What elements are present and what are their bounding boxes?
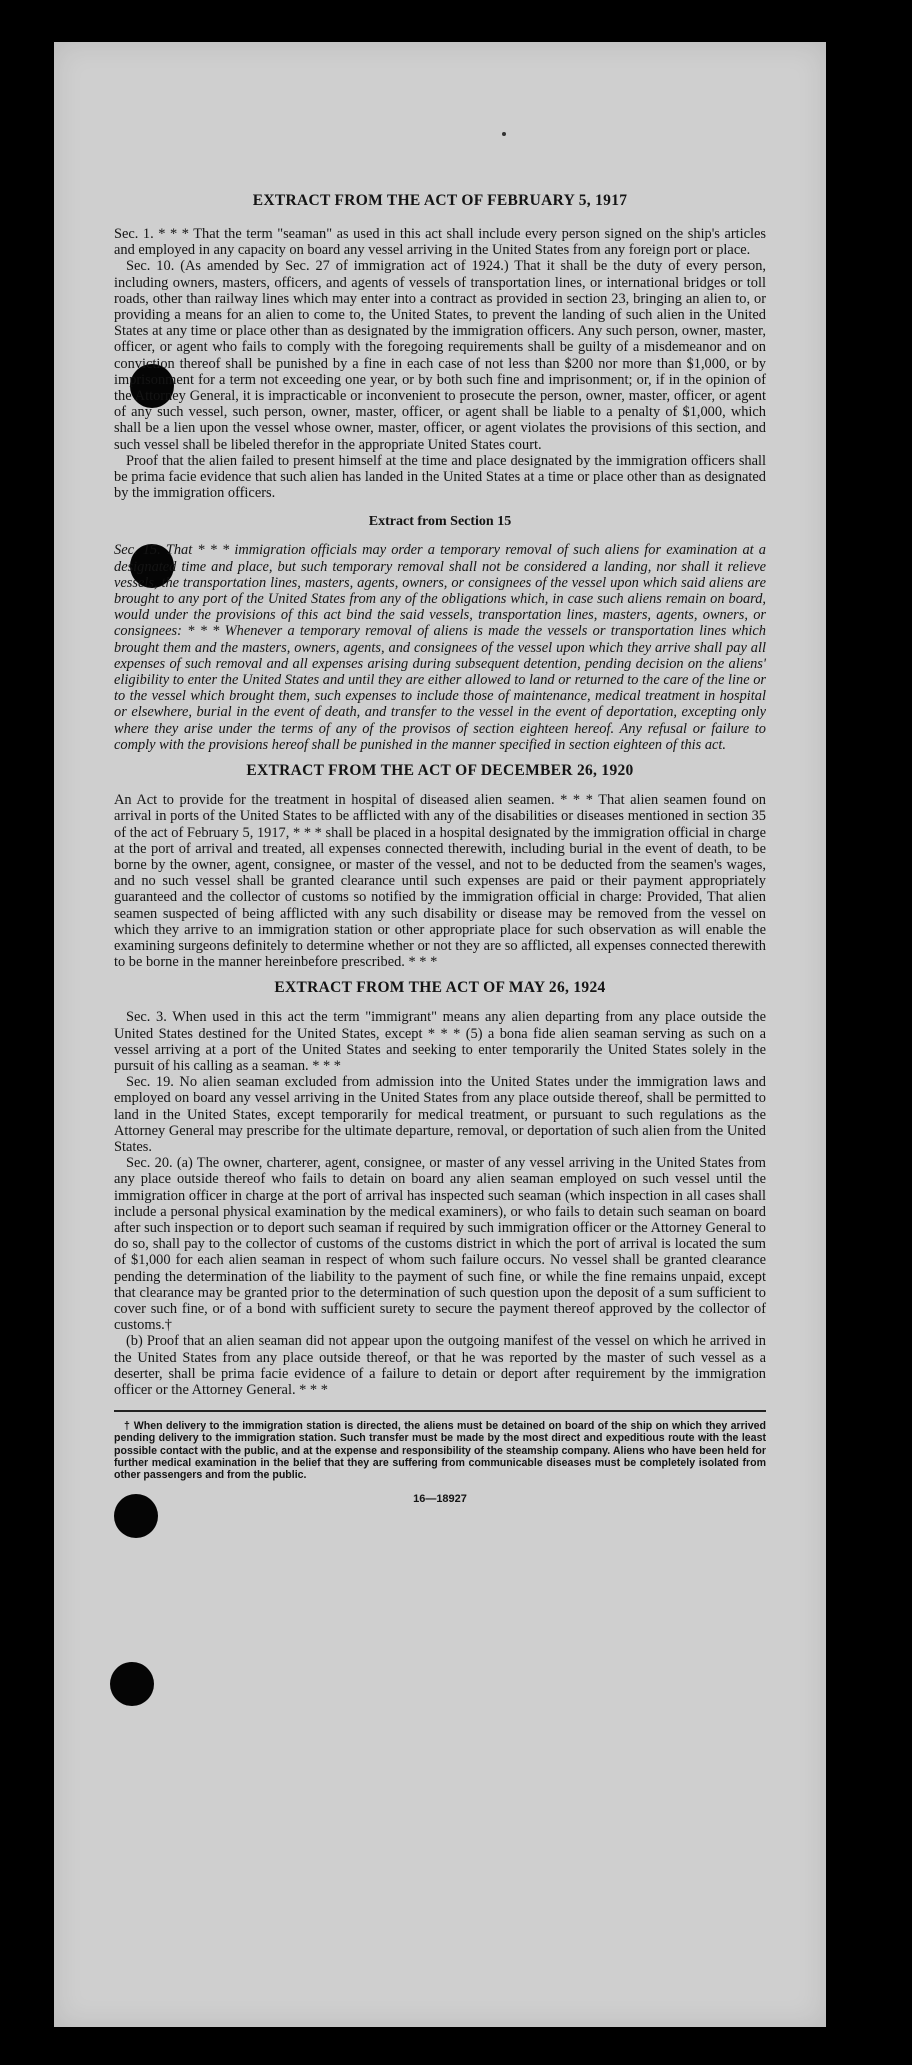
- heading-act-1920: EXTRACT FROM THE ACT OF DECEMBER 26, 1920: [246, 762, 634, 780]
- paragraph-sec-20a: Sec. 20. (a) The owner, charterer, agent, consignee, or master of any vessel arriving in the United States from any place outside thereof who fails to detain on board any alien seaman employed on such vessel until the immigration officer in charge at the port of arrival has inspected such seaman (which inspection in all cases shall include a personal physical examination by the medical examiners), or who fails to detain such seaman on board after such inspection or to deport such seaman if required by such immigration officer or the Attorney General to do so, shall pay to the collector of customs of the customs district in which the port of arrival is located the sum of $1,000 for each alien seaman in respect of whom such failure occurs. No vessel shall be granted clearance pending the determination of the liability to the payment of such fine, or while the fine remains unpaid, except that clearance may be granted prior to the determination of such question upon the deposit of a sum sufficient to cover such fine, or of a bond with sufficient surety to secure the payment thereof approved by the collector of customs.†: [114, 1155, 766, 1334]
- punch-hole: [110, 1662, 154, 1706]
- footnote-divider: [114, 1410, 766, 1412]
- paragraph-sec-15: Sec. 15. That * * * immigration officials may order a temporary removal of such aliens for examination at a designated time and place, but such temporary removal shall not be considered a landing, nor shall it relieve vessels, the transportation lines, masters, agents, owners, or consignees of the vessel upon which said aliens are brought to any port of the United States from any of the obligations which, in case such aliens remain on board, would under the provisions of this act bind the said vessels, transportation lines, masters, agents, owners, or consignees: * * * Whenever a temporary removal of aliens is made the vessels or transportation lines which brought them and the masters, owners, agents, and consignees of the vessel upon which they arrive shall pay all expenses of such removal and all expenses arising during subsequent detention, pending decision on the aliens' eligibility to enter the United States and until they are either allowed to land or returned to the care of the line or to the vessel which brought them, such expenses to include those of maintenance, medical treatment in hospital or elsewhere, burial in the event of death, and transfer to the vessel in the event of deportation, excepting only where they arise under the terms of any of the provisos of section eighteen hereof. Any refusal or failure to comply with the provisions hereof shall be punished in the manner specified in section eighteen of this act.: [114, 542, 766, 753]
- form-number: 16—18927: [413, 1493, 467, 1506]
- paragraph-sec-20b: (b) Proof that an alien seaman did not appear upon the outgoing manifest of the vessel on which he arrived in the United States from any place outside thereof, or that he was reported by the master of such vessel as a deserter, shall be prima facie evidence of a failure to detain or deport after requirement by the immigration officer or the Attorney General. * * *: [114, 1333, 766, 1398]
- document-sheet: [54, 42, 826, 2027]
- paragraph-sec-3: Sec. 3. When used in this act the term "immigrant" means any alien departing from any place outside the United States destined for the United States, except * * * (5) a bona fide alien seaman serving as such on a vessel arriving at a port of the United States and seeking to enter temporarily the United States solely in the pursuit of his calling as a seaman. * * *: [114, 1009, 766, 1074]
- speck-mark: [502, 132, 506, 136]
- document-body: [114, 192, 766, 1505]
- paragraph-proof: Proof that the alien failed to present himself at the time and place designated by the immigration officers shall be prima facie evidence that such alien has landed in the United States at a time or place other than as designated by the immigration officers.: [114, 452, 766, 502]
- heading-act-1917: EXTRACT FROM THE ACT OF FEBRUARY 5, 1917: [252, 192, 628, 209]
- paragraph-sec-19: Sec. 19. No alien seaman excluded from admission into the United States under the immigration laws and employed on board any vessel arriving in the United States from any place outside thereof, shall be permitted to land in the United States, except temporarily for medical treatment, or pursuant to such regulations as the Attorney General may prescribe for the ultimate departure, removal, or deportation of such alien from the United States.: [114, 1074, 766, 1155]
- paragraph-sec-1: Sec. 1. * * * That the term "seaman" as used in this act shall include every person signed on the ship's articles and employed in any capacity on board any vessel arriving in the United States from any foreign port or place.: [114, 226, 766, 259]
- heading-act-1924: EXTRACT FROM THE ACT OF MAY 26, 1924: [274, 979, 606, 997]
- heading-section-15: Extract from Section 15: [368, 514, 512, 530]
- paragraph-act-1920: An Act to provide for the treatment in hospital of diseased alien seamen. * * * That alien seamen found on arrival in ports of the United States to be afflicted with any of the disabilities or diseases mentioned in section 35 of the act of February 5, 1917, * * * shall be placed in a hospital designated by the immigration official in charge at the port of arrival and treated, all expenses connected therewith, including burial in the event of death, to be borne by the owner, agent, consignee, or master of the vessel, and not to be deducted from the seamen's wages, and no such vessel shall be granted clearance until such expenses are paid or their payment appropriately guaranteed and the collector of customs so notified by the immigration official in charge: Provided, That alien seamen suspected of being afflicted with any such disability or disease may be removed from the vessel on which they arrive to an immigration station or other appropriate place for such observation as will enable the examining surgeons definitely to determine whether or not they are so afflicted, all expenses connected therewith to be borne in the manner hereinbefore prescribed. * * *: [114, 792, 766, 971]
- footnote: † When delivery to the immigration station is directed, the aliens must be detained on board of the ship on which they arrived pending delivery to the immigration station. Such transfer must be made by the most direct and expeditious route with the least possible contact with the public, and at the expense and responsibility of the steamship company. Aliens who have been held for further medical examination in the belief that they are suffering from communicable diseases must be completely isolated from other passengers and from the public.: [114, 1420, 766, 1482]
- paragraph-sec-10: Sec. 10. (As amended by Sec. 27 of immigration act of 1924.) That it shall be the duty of every person, including owners, masters, officers, and agents of vessels of transportation lines, or international bridges or toll roads, other than railway lines which may enter into a contract as provided in section 23, bringing an alien to, or providing a means for an alien to come to, the United States, to prevent the landing of such alien in the United States at any time or place other than as designated by the immigration officers. Any such person, owner, master, officer, or agent who fails to comply with the foregoing requirements shall be guilty of a misdemeanor and on conviction thereof shall be punished by a fine in each case of not less than $200 nor more than $1,000, or by imprisonment for a term not exceeding one year, or by both such fine and imprisonment; or, if in the opinion of the Attorney General, it is impracticable or inconvenient to prosecute the person, owner, master, officer, or agent of any such vessel, such person, owner, master, officer, or agent shall be liable to a penalty of $1,000, which shall be a lien upon the vessel whose owner, master, officer, or agent violates the provisions of this section, and such vessel shall be libeled therefor in the appropriate United States court.: [114, 258, 766, 453]
